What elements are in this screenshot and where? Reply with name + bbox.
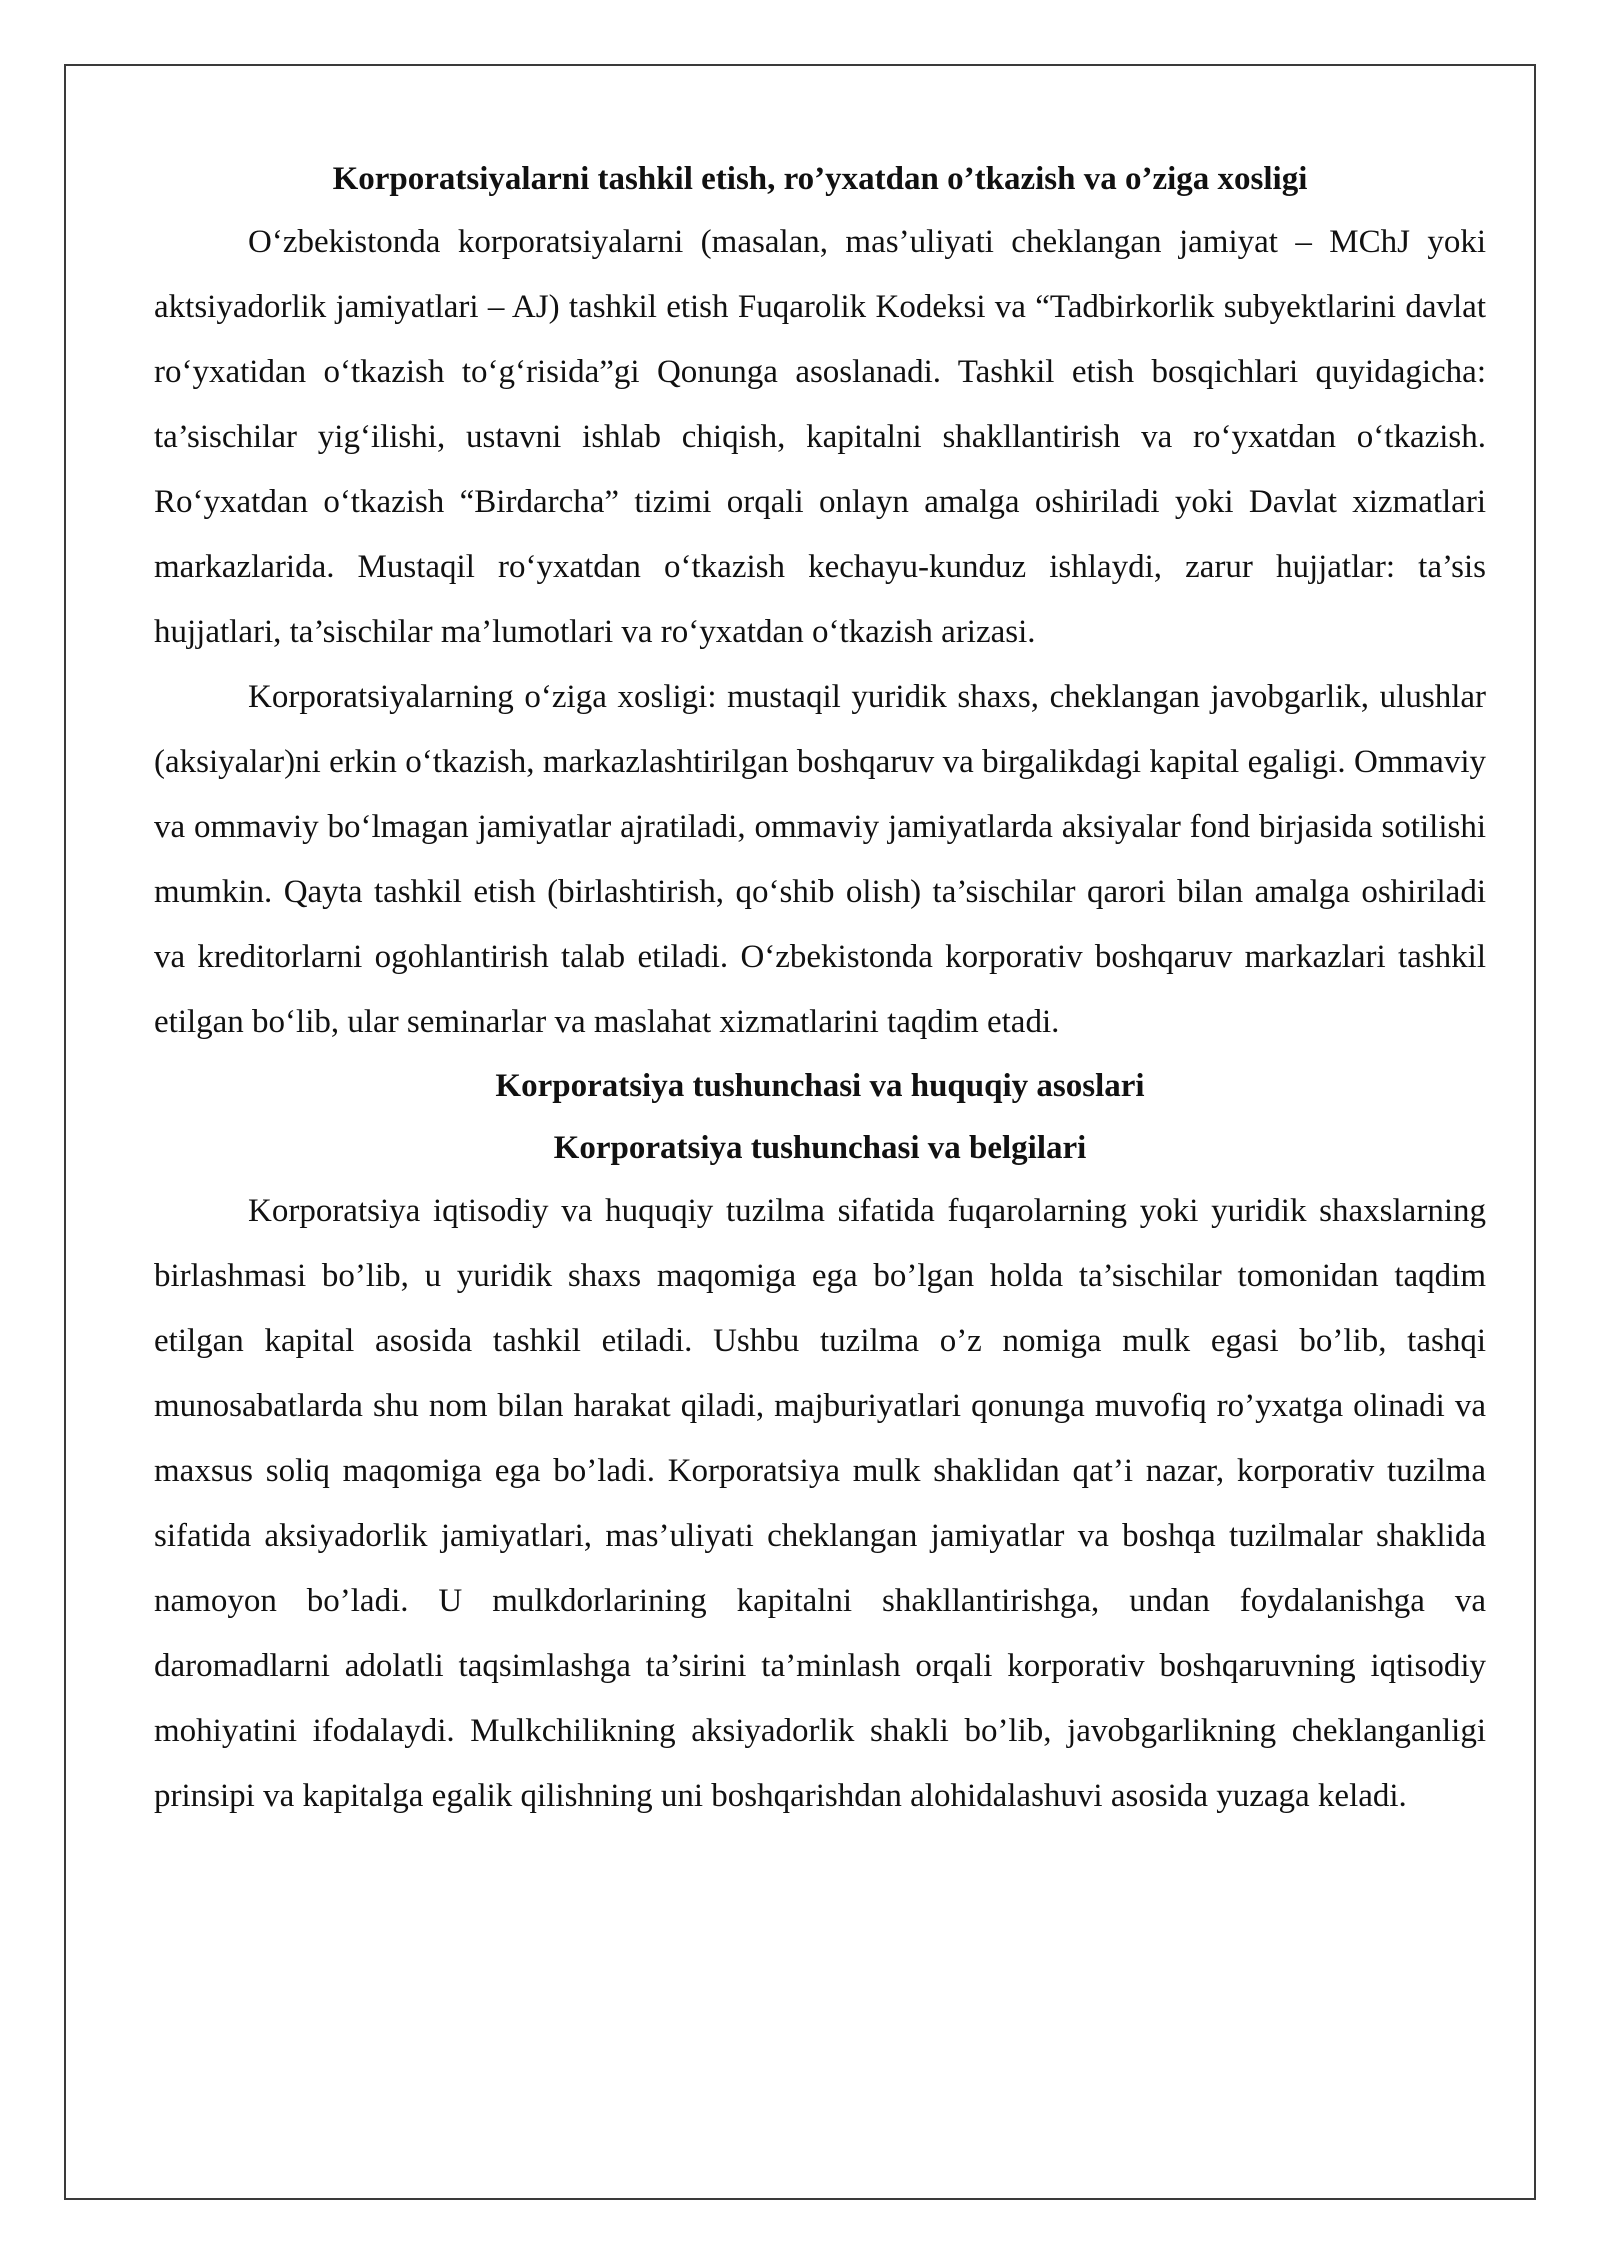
section-heading: Korporatsiya tushunchasi va huquqiy asoslari bbox=[495, 1068, 1145, 1104]
document-body bbox=[154, 148, 1486, 1829]
subsection-heading: Korporatsiya tushunchasi va belgilari bbox=[553, 1130, 1087, 1166]
paragraph-concept: Korporatsiya iqtisodiy va huquqiy tuzilma sifatida fuqarolarning yoki yuridik shaxslarning birlashmasi bo’lib, u yuridik shaxs maqomiga ega bo’lgan holda ta’sischilar tomonidan taqdim etilgan kapital asosida tashkil etiladi. Ushbu tuzilma o’z nomiga mulk egasi bo’lib, tashqi munosabatlarda shu nom bilan harakat qiladi, majburiyatlari qonunga muvofiq ro’yxatga olinadi va maxsus soliq maqomiga ega bo’ladi. Korporatsiya mulk shaklidan qat’i nazar, korporativ tuzilma sifatida aksiyadorlik jamiyatlari, mas’uliyati cheklangan jamiyatlar va boshqa tuzilmalar shaklida namoyon bo’ladi. U mulkdorlarining kapitalni shakllantirishga, undan foydalanishga va daromadlarni adolatli taqsimlashga ta’sirini ta’minlash orqali korporativ boshqaruvning iqtisodiy mohiyatini ifodalaydi. Mulkchilikning aksiyadorlik shakli bo’lib, javobgarlikning cheklanganligi prinsipi va kapitalga egalik qilishning uni boshqarishdan alohidalashuvi asosida yuzaga keladi. bbox=[154, 1193, 1486, 1814]
paragraph-registration: O‘zbekistonda korporatsiyalarni (masalan, mas’uliyati cheklangan jamiyat – MChJ yoki aktsiyadorlik jamiyatlari – AJ) tashkil etish Fuqarolik Kodeksi va “Tadbirkorlik subyektlarini davlat ro‘yxatidan o‘tkazish to‘g‘risida”gi Qonunga asoslanadi. Tashkil etish bosqichlari quyidagicha: ta’sischilar yig‘ilishi, ustavni ishlab chiqish, kapitalni shakllantirish va ro‘yxatdan o‘tkazish. Ro‘yxatdan o‘tkazish “Birdarcha” tizimi orqali onlayn amalga oshiriladi yoki Davlat xizmatlari markazlarida. Mustaqil ro‘yxatdan o‘tkazish kechayu-kunduz ishlaydi, zarur hujjatlar: ta’sis hujjatlari, ta’sischilar ma’lumotlari va ro‘yxatdan o‘tkazish arizasi. bbox=[154, 224, 1486, 650]
document-title: Korporatsiyalarni tashkil etish, ro’yxatdan o’tkazish va o’ziga xosligi bbox=[332, 161, 1308, 197]
paragraph-features: Korporatsiyalarning o‘ziga xosligi: mustaqil yuridik shaxs, cheklangan javobgarlik, ulushlar (aksiyalar)ni erkin o‘tkazish, markazlashtirilgan boshqaruv va birgalikdagi kapital egaligi. Ommaviy va ommaviy bo‘lmagan jamiyatlar ajratiladi, ommaviy jamiyatlarda aksiyalar fond birjasida sotilishi mumkin. Qayta tashkil etish (birlashtirish, qo‘shib olish) ta’sischilar qarori bilan amalga oshiriladi va kreditorlarni ogohlantirish talab etiladi. O‘zbekistonda korporativ boshqaruv markazlari tashkil etilgan bo‘lib, ular seminarlar va maslahat xizmatlarini taqdim etadi. bbox=[154, 679, 1486, 1040]
